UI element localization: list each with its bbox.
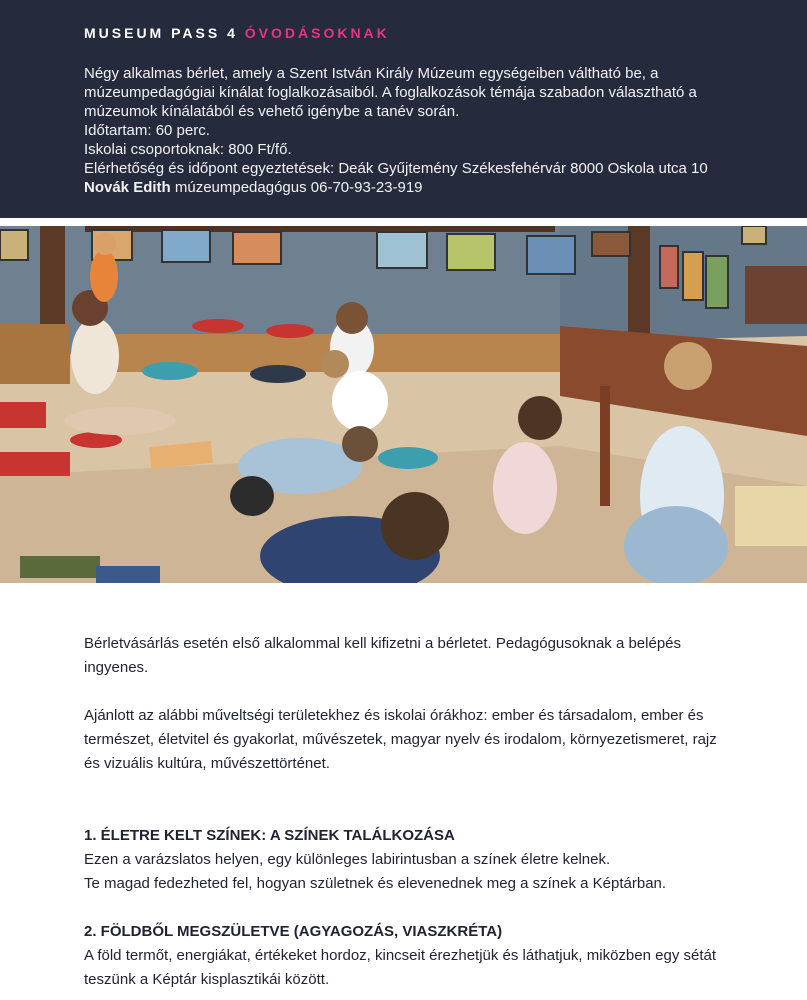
header-banner [0,0,807,218]
duration-text: Időtartam: 60 perc. [84,122,210,139]
program-item [84,920,734,992]
intro-text: Négy alkalmas bérlet, amely a Szent István Király Múzeum egységeiben váltható be, a múzeumpedagógiai kínálat foglalkozásaiból. A foglalkozások témája szabadon választható a múzeumok kínálatából és vehető igénybe a tanév során. [84,65,697,120]
title-accent: ÓVODÁSOKNAK [244,25,390,41]
program-title: 1. ÉLETRE KELT SZÍNEK: A SZÍNEK TALÁLKOZÁSA [84,827,455,844]
contact-person [84,178,764,197]
page-title [84,25,390,41]
payment-note: Bérletvásárlás esetén első alkalommal kell kifizetni a bérletet. Pedagógusoknak a belépés ingyenes. [84,635,682,676]
program-description: A föld termőt, energiákat, értékeket hordoz, kincseit érezhetjük és láthatjuk, miközben egy sétát teszünk a Képtár kisplasztikái között. [84,947,716,988]
program-item [84,824,734,896]
recommended-subjects: Ajánlott az alábbi műveltségi területekhez és iskolai órákhoz: ember és társadalom, ember és természet, életvitel és gyakorlat, művészetek, magyar nyelv és irodalom, környezetismeret, rajz és vizuális kultúra, művészettörténet. [84,707,717,772]
person-name: Novák Edith [84,179,171,196]
program-description: Ezen a varázslatos helyen, egy különleges labirintusban a színek életre kelnek. [84,851,611,868]
main-content [84,632,734,992]
program-title: 2. FÖLDBŐL MEGSZÜLETVE (AGYAGOZÁS, VIASZKRÉTA) [84,923,503,940]
price-text: Iskolai csoportoknak: 800 Ft/fő. [84,141,292,158]
title-prefix: MUSEUM PASS 4 [84,25,238,41]
workshop-photo [0,226,807,583]
person-role: múzeumpedagógus 06-70-93-23-919 [174,179,423,196]
header-info [84,64,764,197]
program-description: Te magad fedezheted fel, hogyan születnek és elevenednek meg a színek a Képtárban. [84,875,667,892]
contact-text: Elérhetőség és időpont egyeztetések: Deák Gyűjtemény Székesfehérvár 8000 Oskola utca 10 [84,160,708,177]
